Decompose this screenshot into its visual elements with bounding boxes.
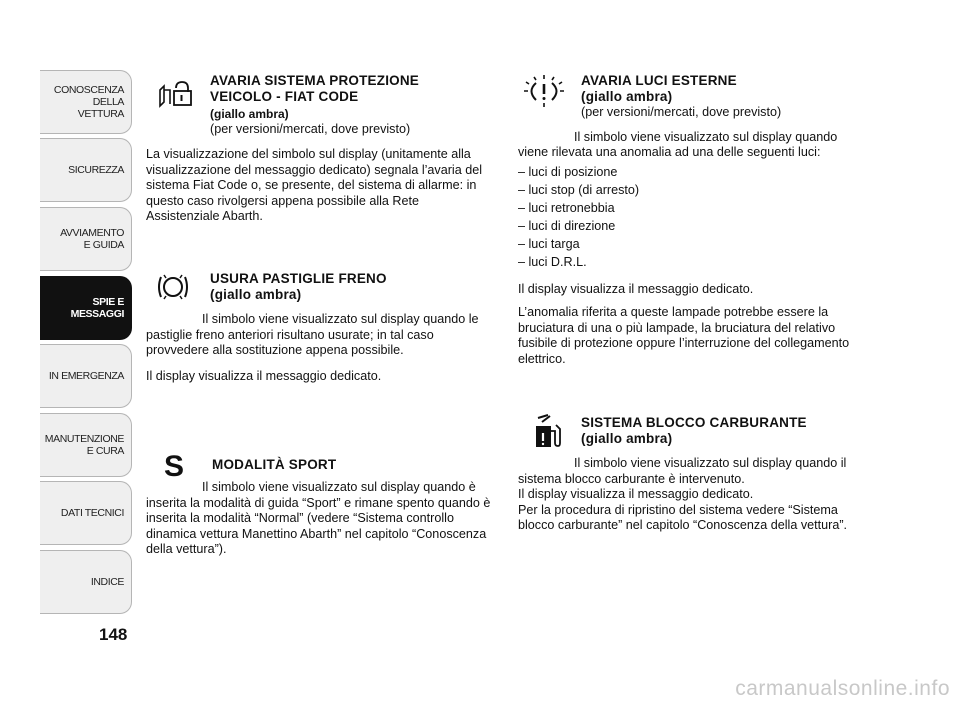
external-lights-intro: Il simbolo viene visualizzato sul display quando viene rilevata una anomalia ad una delle seguenti luci: xyxy=(518,130,838,159)
page-number: 148 xyxy=(99,625,128,644)
external-lights-note: (per versioni/mercati, dove previsto) xyxy=(581,105,782,119)
tab-spie-messaggi[interactable]: SPIE E MESSAGGI xyxy=(40,276,132,340)
tab-avviamento[interactable]: AVVIAMENTO E GUIDA xyxy=(40,207,132,271)
tab-dati-tecnici[interactable]: DATI TECNICI xyxy=(40,481,132,545)
fuel-cutoff-color: (giallo ambra) xyxy=(581,431,673,446)
fuel-cutoff-icon xyxy=(532,414,562,450)
list-item: – luci retronebbia xyxy=(518,201,615,215)
fiat-code-title: AVARIA SISTEMA PROTEZIONE VEICOLO - FIAT CODE xyxy=(210,73,420,104)
list-item: – luci targa xyxy=(518,237,580,251)
sport-s-icon: S xyxy=(164,450,185,483)
tab-manutenzione[interactable]: MANUTENZIONE E CURA xyxy=(40,413,132,477)
brake-pads-display: Il display visualizza il messaggio dedicato. xyxy=(146,369,382,383)
sport-mode-body: Il simbolo viene visualizzato sul display quando è inserita la modalità di guida “Sport” e rimane spento quando è inserita la modalità “Normal” (vedere “Sistema controllo dinamica vettura Manettino Abarth” nel capitolo “Conoscenza della vettura”). xyxy=(146,480,491,557)
list-item: – luci di direzione xyxy=(518,219,616,233)
tab-sicurezza[interactable]: SICUREZZA xyxy=(40,138,132,202)
watermark: carmanualsonline.info xyxy=(735,677,950,700)
sport-mode-title: MODALITÀ SPORT xyxy=(212,457,337,472)
external-lights-list xyxy=(518,163,639,271)
fiat-code-note: (per versioni/mercati, dove previsto) xyxy=(210,122,411,136)
external-lights-display: Il display visualizza il messaggio dedicato. xyxy=(518,282,754,296)
tab-conoscenza[interactable]: CONOSCENZA DELLA VETTURA xyxy=(40,70,132,134)
external-lights-anomaly: L’anomalia riferita a queste lampade potrebbe essere la bruciatura di una o più lampade, la bruciatura del relativo fusibile di protezione oppure l’interruzione del collegamento elettrico. xyxy=(518,305,850,366)
fiat-code-body: La visualizzazione del simbolo sul display (unitamente alla visualizzazione del messaggio dedicato) segnala l’avaria del sistema Fiat Code o, se presente, del sistema di allarme: in questo caso rivolgersi appena possibile alla Rete Assistenziale Abarth. xyxy=(146,147,483,224)
fiat-code-color: (giallo ambra) xyxy=(210,107,289,121)
brake-pads-title: USURA PASTIGLIE FRENO xyxy=(210,271,387,286)
brake-pads-color: (giallo ambra) xyxy=(210,287,302,302)
external-lights-title: AVARIA LUCI ESTERNE xyxy=(581,73,737,88)
list-item: – luci di posizione xyxy=(518,165,618,179)
brake-pads-body: Il simbolo viene visualizzato sul display quando le pastiglie freno anteriori risultano usurate; in tal caso provvedere alla sostituzione appena possibile. xyxy=(146,312,479,358)
bulb-warning-icon xyxy=(522,74,566,108)
tab-indice[interactable]: INDICE xyxy=(40,550,132,614)
fuel-cutoff-title: SISTEMA BLOCCO CARBURANTE xyxy=(581,415,807,430)
fuel-cutoff-body: Il simbolo viene visualizzato sul display quando il sistema blocco carburante è intervenuto. Il display visualizza il messaggio dedicato. Per la procedura di ripristino del sistema vedere “Sistema blocco carburante” nel capitolo “Conoscenza della vettura”. xyxy=(518,456,848,533)
tab-emergenza[interactable]: IN EMERGENZA xyxy=(40,344,132,408)
external-lights-color: (giallo ambra) xyxy=(581,89,673,104)
list-item: – luci stop (di arresto) xyxy=(518,183,640,197)
brake-pad-icon xyxy=(156,272,190,302)
key-lock-icon xyxy=(156,78,196,108)
list-item: – luci D.R.L. xyxy=(518,255,587,269)
